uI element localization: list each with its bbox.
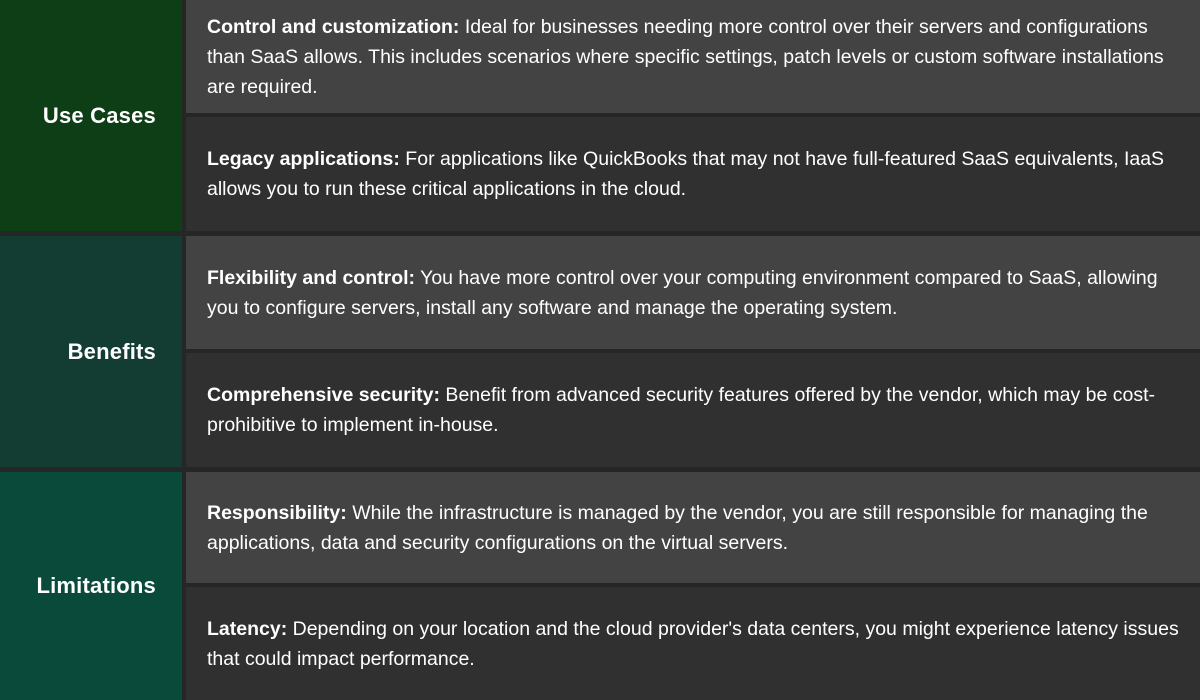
row-description: Ideal for businesses needing more control over their servers and configurations than SaaS allows. This includes scenarios where specific settings, patch levels or custom software installations are required. (207, 15, 1164, 98)
row-text (207, 614, 1186, 674)
section-use-cases (0, 0, 1200, 231)
row-term: Latency: (207, 617, 288, 640)
section-label-use-cases: Use Cases (0, 0, 182, 231)
section-label-limitations: Limitations (0, 472, 182, 700)
table-row (186, 587, 1200, 700)
row-description: You have more control over your computing environment compared to SaaS, allowing you to configure servers, install any software and manage the operating system. (207, 266, 1158, 319)
row-text (207, 498, 1186, 558)
row-term: Responsibility: (207, 501, 347, 524)
row-text (207, 144, 1186, 204)
row-term: Comprehensive security: (207, 384, 441, 406)
row-term: Control and customization: (207, 15, 460, 38)
row-term: Legacy applications: (207, 148, 400, 170)
row-description: Benefit from advanced security features offered by the vendor, which may be cost-prohibitive to implement in-house. (207, 384, 1156, 436)
table-row (186, 0, 1200, 113)
section-rows-benefits (186, 236, 1200, 467)
section-label-benefits: Benefits (0, 236, 182, 467)
section-rows-use-cases (186, 0, 1200, 231)
row-text (207, 263, 1186, 323)
section-benefits (0, 236, 1200, 467)
table-row (186, 236, 1200, 349)
row-description: Depending on your location and the cloud provider's data centers, you might experience latency issues that could impact performance. (207, 617, 1179, 670)
section-rows-limitations (186, 472, 1200, 700)
section-limitations (0, 472, 1200, 700)
table-row (186, 353, 1200, 467)
row-term: Flexibility and control: (207, 266, 416, 289)
row-description: While the infrastructure is managed by the vendor, you are still responsible for managing the applications, data and security configurations on the virtual servers. (207, 501, 1148, 554)
row-text (207, 12, 1186, 102)
row-description: For applications like QuickBooks that may not have full-featured SaaS equivalents, IaaS allows you to run these critical applications in the cloud. (207, 148, 1165, 200)
table-row (186, 472, 1200, 583)
table-row (186, 117, 1200, 231)
row-text (207, 380, 1186, 440)
